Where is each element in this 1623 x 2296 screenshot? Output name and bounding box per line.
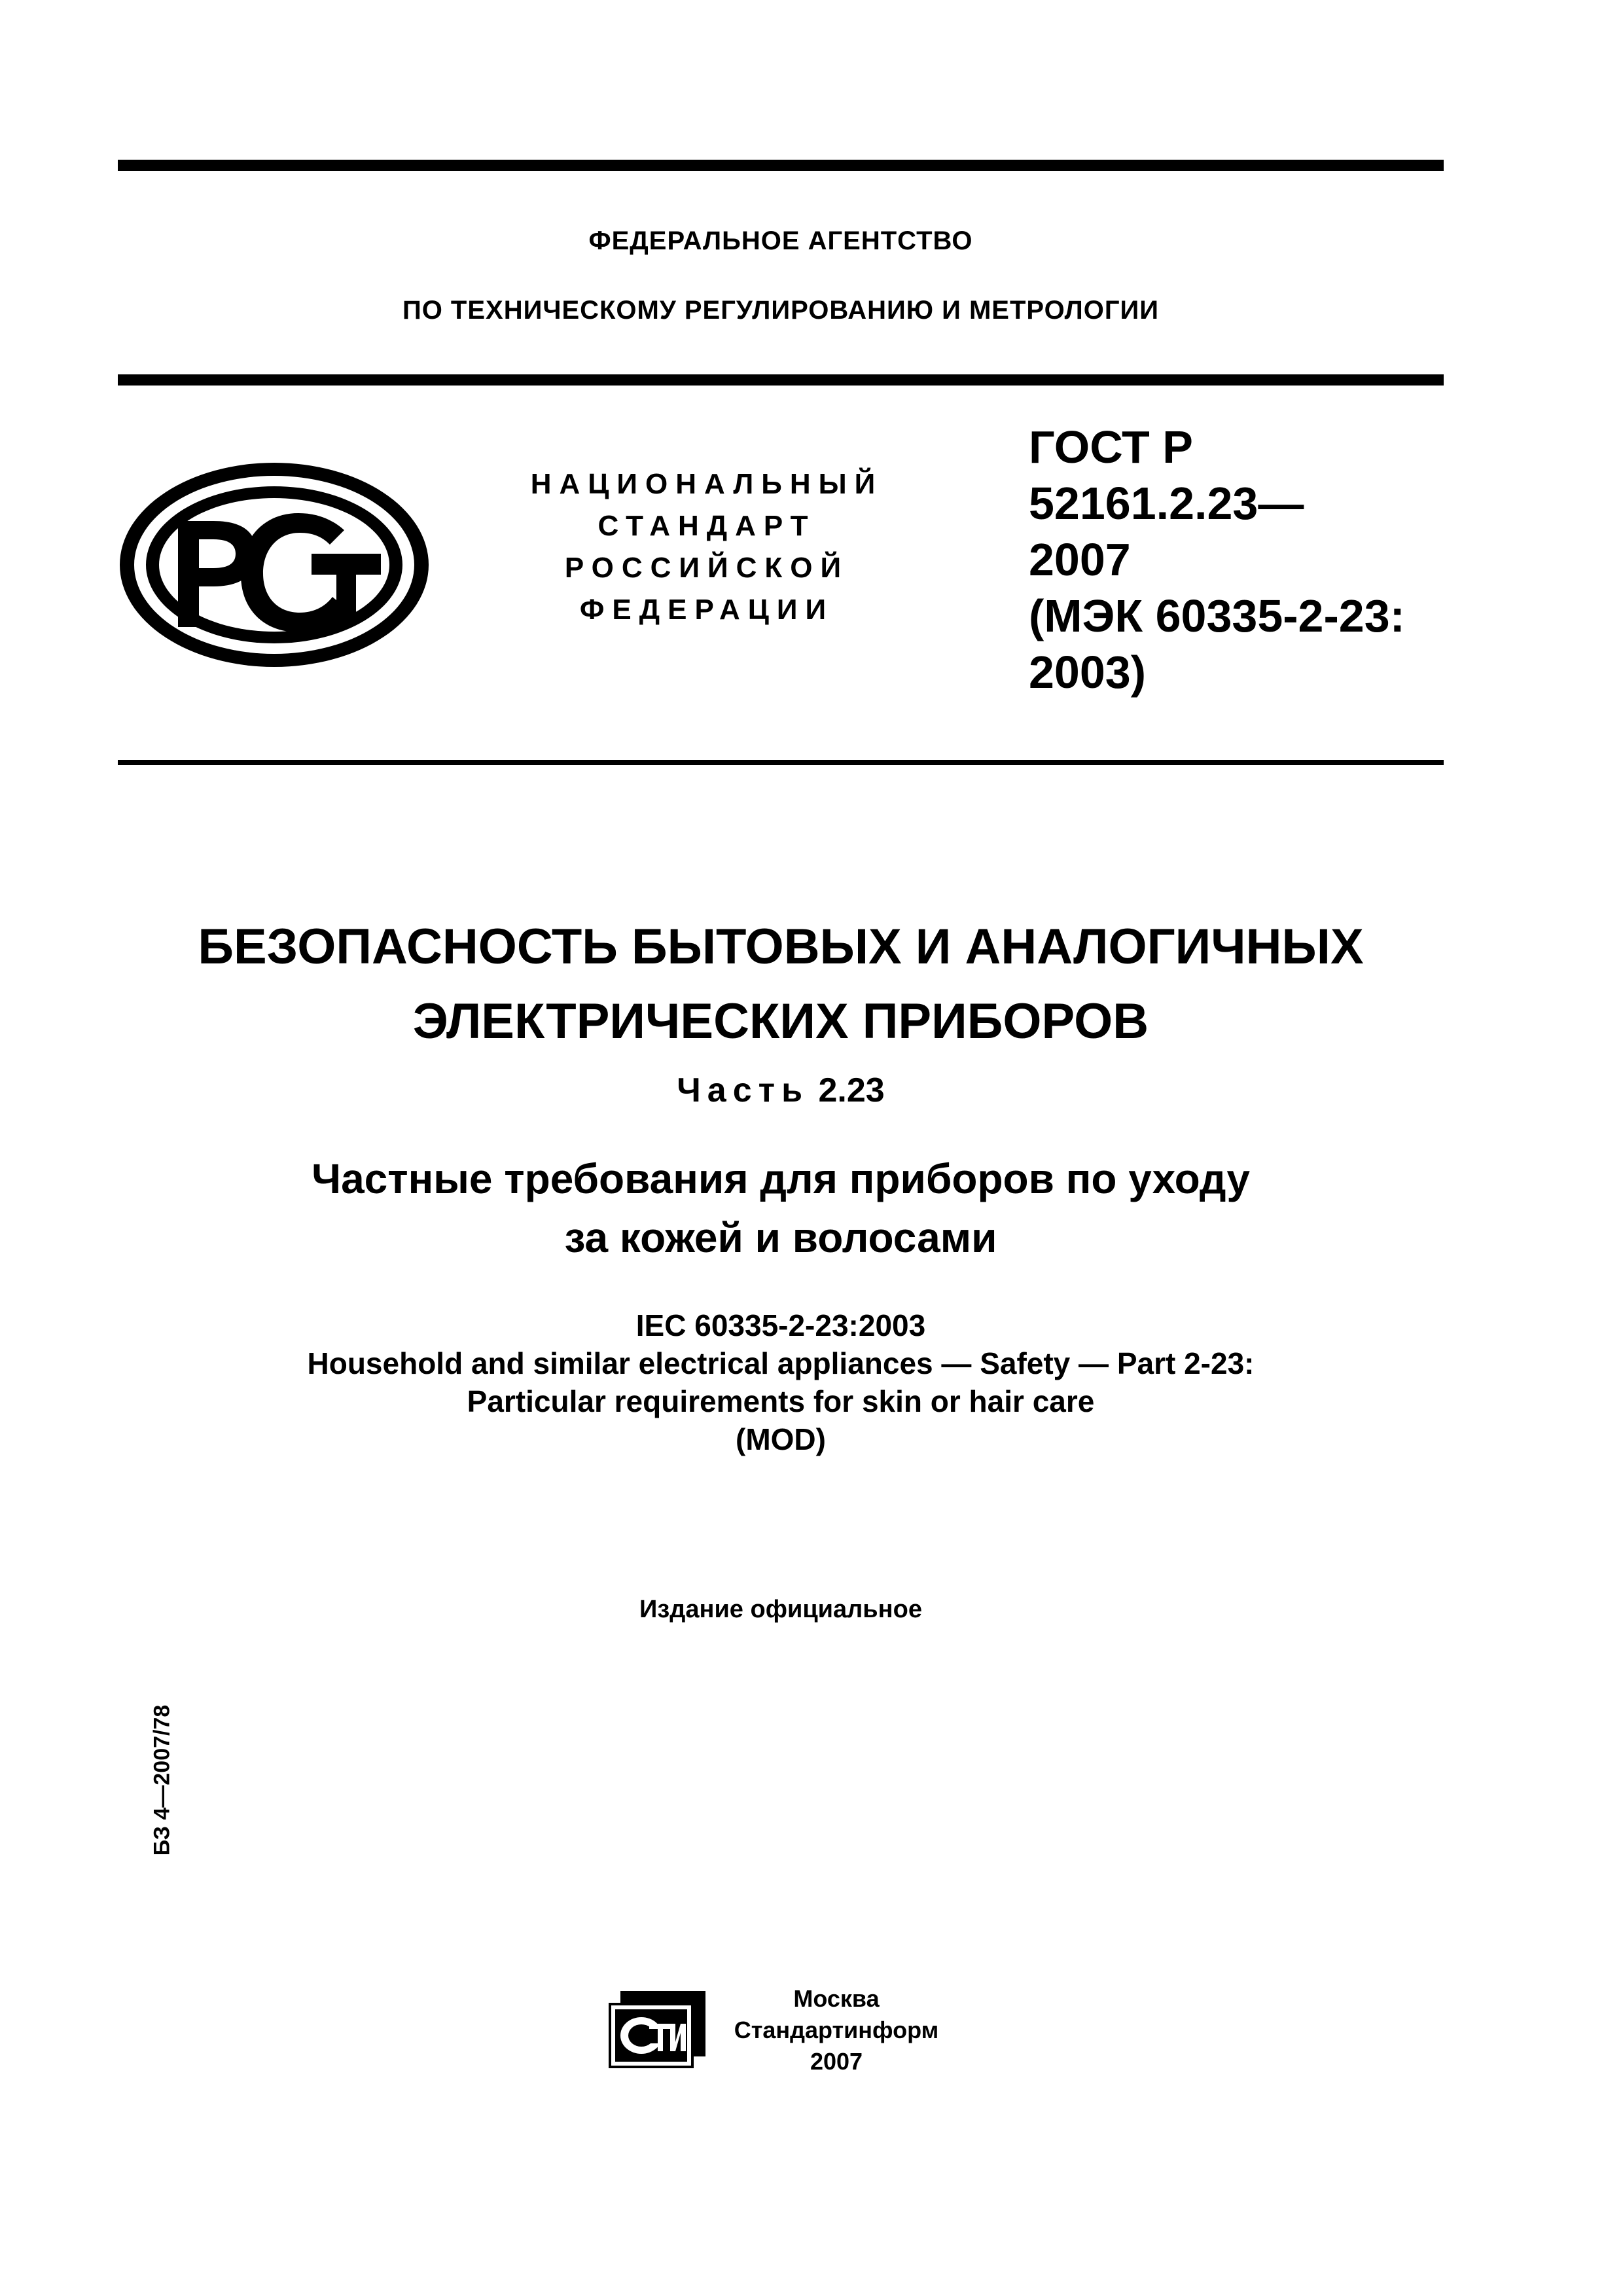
iec-line: Particular requirements for skin or hair care bbox=[467, 1384, 1095, 1418]
part-heading bbox=[118, 1071, 1444, 1110]
designation-line: 52161.2.23— bbox=[1029, 478, 1304, 529]
title-line-1: БЕЗОПАСНОСТЬ БЫТОВЫХ И АНАЛОГИЧНЫХ bbox=[198, 919, 1364, 975]
designation-line: (МЭК 60335-2-23: bbox=[1029, 590, 1405, 641]
national-standard-label bbox=[458, 463, 955, 631]
part-word: Часть bbox=[677, 1071, 810, 1109]
part-number: 2.23 bbox=[818, 1071, 885, 1109]
document-title bbox=[118, 910, 1444, 1059]
iec-line: Household and similar electrical appliances — Safety — Part 2-23: bbox=[307, 1346, 1255, 1380]
national-standard-line: ФЕДЕРАЦИИ bbox=[579, 594, 834, 626]
side-code: БЗ 4—2007/78 bbox=[149, 1704, 175, 1856]
middle-rule bbox=[118, 374, 1444, 386]
publisher-city: Москва bbox=[793, 1985, 880, 2012]
standard-designation bbox=[1029, 419, 1435, 700]
subtitle-line-1: Частные требования для приборов по уходу bbox=[312, 1155, 1250, 1202]
edition-label: Издание официальное bbox=[639, 1596, 922, 1623]
designation-line: ГОСТ Р bbox=[1029, 422, 1193, 473]
standartinform-logo-icon bbox=[609, 1991, 705, 2068]
designation-line: 2003) bbox=[1029, 647, 1147, 698]
publisher-name: Стандартинформ bbox=[734, 2017, 939, 2043]
national-standard-line: СТАНДАРТ bbox=[597, 510, 816, 542]
title-line-2: ЭЛЕКТРИЧЕСКИХ ПРИБОРОВ bbox=[412, 994, 1149, 1049]
agency-name-line-2: ПО ТЕХНИЧЕСКОМУ РЕГУЛИРОВАНИЮ И МЕТРОЛОГИИ bbox=[402, 296, 1160, 325]
rst-emblem-icon bbox=[115, 458, 433, 672]
national-standard-line: РОССИЙСКОЙ bbox=[564, 552, 849, 584]
subtitle-line-2: за кожей и волосами bbox=[564, 1214, 997, 1261]
top-rule bbox=[118, 160, 1444, 171]
agency-name-line-1: ФЕДЕРАЛЬНОЕ АГЕНТСТВО bbox=[588, 226, 973, 255]
designation-line: 2007 bbox=[1029, 534, 1131, 585]
iec-line: (MOD) bbox=[736, 1422, 826, 1456]
document-subtitle bbox=[118, 1149, 1444, 1267]
national-standard-line: НАЦИОНАЛЬНЫЙ bbox=[530, 468, 883, 500]
publisher-block bbox=[719, 1983, 954, 2077]
bottom-rule bbox=[118, 760, 1444, 765]
iec-reference bbox=[118, 1306, 1444, 1458]
iec-line: IEC 60335-2-23:2003 bbox=[635, 1308, 926, 1342]
publisher-year: 2007 bbox=[810, 2048, 863, 2075]
